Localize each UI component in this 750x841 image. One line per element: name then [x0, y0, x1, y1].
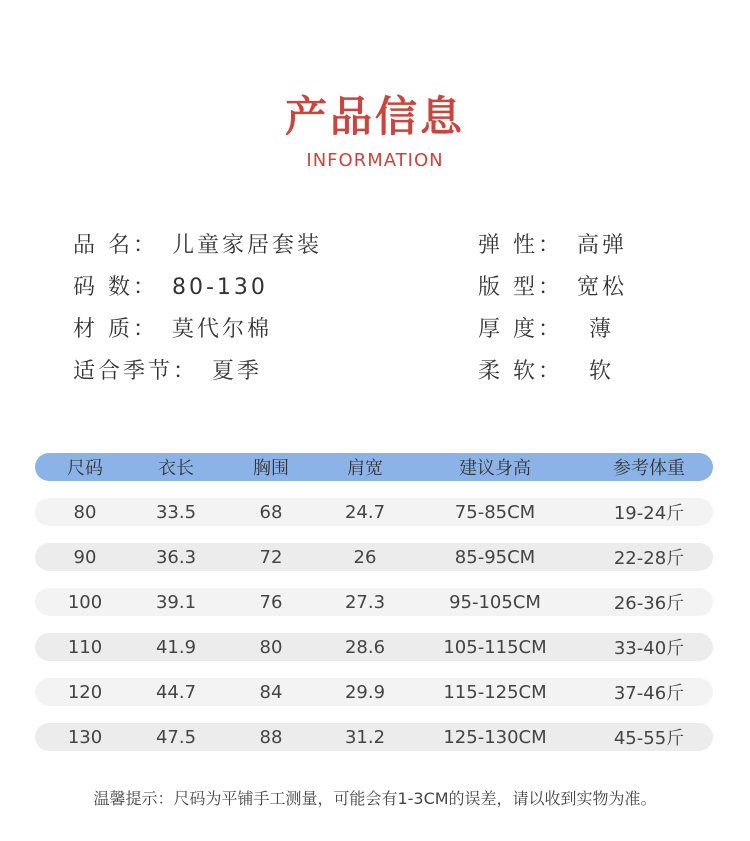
info-season [73, 354, 262, 385]
column-header: 参考体重 [613, 458, 685, 479]
table-cell: 26-36斤 [613, 593, 685, 614]
table-cell: 125-130CM [443, 726, 547, 748]
table-header-row [35, 453, 713, 481]
column-header: 尺码 [67, 458, 103, 479]
info-label: 品 名： [73, 233, 158, 258]
table-cell: 36.3 [155, 546, 197, 568]
page-subtitle: INFORMATION [306, 150, 444, 171]
table-cell: 95-105CM [449, 591, 541, 613]
info-label: 弹 性： [478, 233, 563, 258]
column-header: 胸围 [253, 458, 289, 479]
info-value: 莫代尔棉 [172, 317, 273, 342]
info-label: 码 数： [73, 275, 158, 300]
table-cell: 85-95CM [454, 546, 536, 568]
info-elasticity [478, 228, 627, 259]
info-size [73, 270, 268, 301]
table-cell: 24.7 [344, 501, 386, 523]
table-cell: 75-85CM [454, 501, 536, 523]
info-value: 80-130 [172, 275, 268, 300]
info-fit [478, 270, 627, 301]
column-header: 建议身高 [459, 458, 531, 479]
table-cell: 33-40斤 [613, 638, 685, 659]
info-name [73, 228, 322, 259]
info-value: 儿童家居套装 [172, 233, 323, 258]
info-value: 宽松 [577, 275, 628, 300]
table-row [35, 723, 713, 751]
info-softness [478, 354, 614, 385]
info-label: 适合季节： [73, 359, 199, 384]
table-cell: 28.6 [344, 636, 386, 658]
table-cell: 84 [259, 681, 283, 703]
table-cell: 33.5 [155, 501, 197, 523]
info-label: 柔 软： [478, 359, 563, 384]
info-value: 软 [589, 359, 615, 384]
info-thickness [478, 312, 614, 343]
table-cell: 47.5 [155, 726, 197, 748]
table-cell: 120 [67, 681, 103, 703]
table-cell: 68 [259, 501, 283, 523]
table-row [35, 543, 713, 571]
table-cell: 27.3 [344, 591, 386, 613]
table-cell: 105-115CM [443, 636, 547, 658]
info-label: 厚 度： [478, 317, 563, 342]
info-value: 高弹 [577, 233, 628, 258]
info-value: 薄 [589, 317, 615, 342]
table-cell: 44.7 [155, 681, 197, 703]
info-label: 材 质： [73, 317, 158, 342]
table-cell: 110 [67, 636, 103, 658]
info-material [73, 312, 272, 343]
table-cell: 130 [67, 726, 103, 748]
size-table [35, 453, 713, 751]
column-header: 衣长 [158, 458, 194, 479]
table-row [35, 678, 713, 706]
info-value: 夏季 [212, 359, 263, 384]
measurement-note: 温馨提示：尺码为平铺手工测量，可能会有1-3CM的误差，请以收到实物为准。 [93, 789, 657, 808]
table-cell: 19-24斤 [613, 503, 685, 524]
column-header: 肩宽 [347, 458, 383, 479]
table-cell: 80 [73, 501, 97, 523]
table-cell: 88 [259, 726, 283, 748]
table-cell: 72 [259, 546, 283, 568]
table-cell: 26 [353, 546, 377, 568]
info-label: 版 型： [478, 275, 563, 300]
table-cell: 80 [259, 636, 283, 658]
table-cell: 22-28斤 [613, 548, 685, 569]
table-cell: 115-125CM [443, 681, 547, 703]
table-cell: 45-55斤 [613, 728, 685, 749]
table-cell: 41.9 [155, 636, 197, 658]
table-cell: 29.9 [344, 681, 386, 703]
table-cell: 31.2 [344, 726, 386, 748]
table-cell: 39.1 [155, 591, 197, 613]
table-row [35, 633, 713, 661]
table-row [35, 588, 713, 616]
table-cell: 76 [259, 591, 283, 613]
page-title: 产品信息 [284, 92, 465, 141]
table-cell: 90 [73, 546, 97, 568]
table-row [35, 498, 713, 526]
table-cell: 100 [67, 591, 103, 613]
table-cell: 37-46斤 [613, 683, 685, 704]
